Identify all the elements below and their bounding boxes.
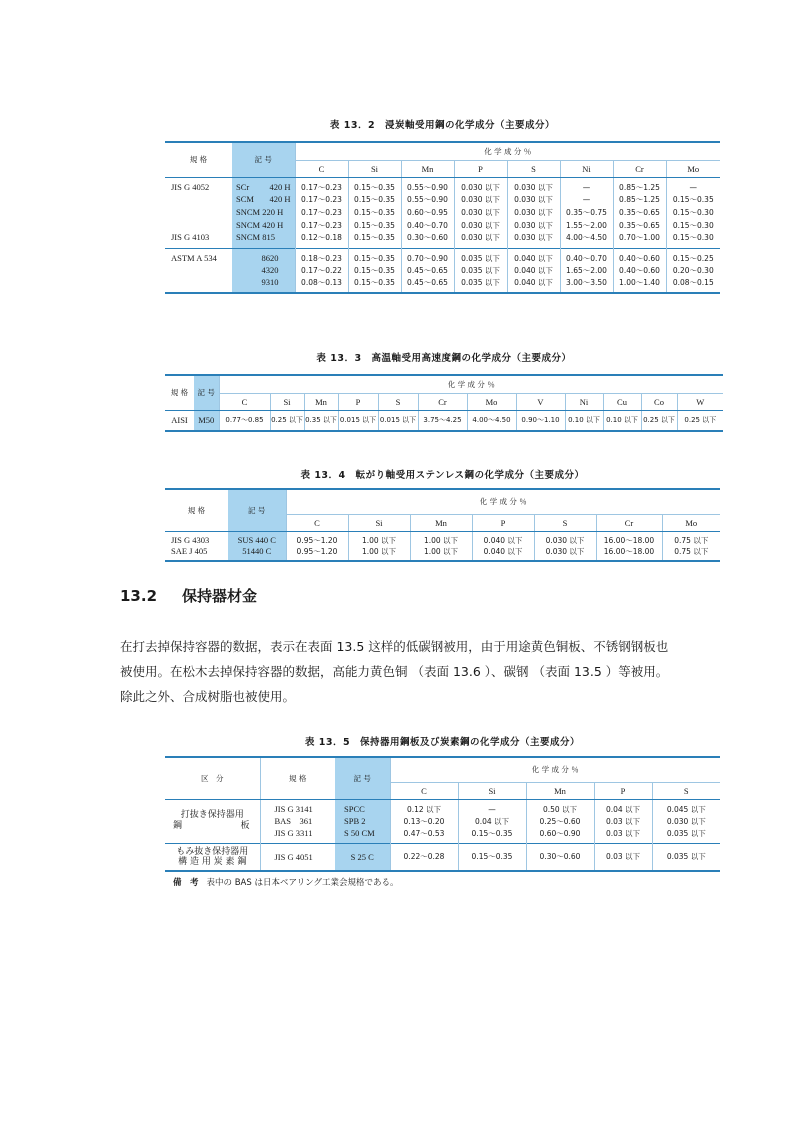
value-cell: 0.15～0.30 xyxy=(666,232,720,249)
table-row xyxy=(165,546,720,560)
value-cell: 0.030 以下 xyxy=(507,232,560,249)
value-cell: 0.030 以下 xyxy=(454,177,507,193)
element-header: S xyxy=(652,782,720,799)
table-row xyxy=(165,799,720,815)
value-cell: 0.15～0.35 xyxy=(458,843,526,870)
standard-cell: SAE J 405 xyxy=(171,546,208,556)
value-cell: 1.65～2.00 xyxy=(560,264,613,277)
symbol-cell xyxy=(232,206,295,219)
value-cell: 0.25 以下 xyxy=(641,410,677,430)
value-cell: 0.17～0.22 xyxy=(295,264,348,277)
col-class-header: 区 分 xyxy=(165,758,260,799)
value-cell: 0.13～0.20 xyxy=(390,815,458,828)
value-cell: 0.030 以下 xyxy=(454,206,507,219)
standard-cell: JIS G 3311 xyxy=(260,828,335,844)
value-cell: 0.55～0.90 xyxy=(401,193,454,206)
value-cell: 0.35～0.75 xyxy=(560,206,613,219)
section-paragraph: 在打去掉保持容器的数据，表示在表面 13.5 这样的低碳钢被用，由于用途黄色铜板、不锈钢钢板也被使用。在松木去掉保持容器的数据，高能力黄色铜 （表面 13.6 ）、碳钢 （表面 13.5 ）等被用。除此之外、合成树脂也被使用。 xyxy=(120,639,669,704)
value-cell: 0.045 以下 xyxy=(652,799,720,815)
symbol-cell: SPCC xyxy=(335,799,390,815)
value-cell: 0.15～0.35 xyxy=(348,232,401,249)
value-cell: 0.015 以下 xyxy=(338,410,378,430)
value-cell: 0.85～1.25 xyxy=(613,193,666,206)
value-cell: — xyxy=(666,177,720,193)
symbol-cell xyxy=(232,219,295,232)
element-header: Mo xyxy=(662,514,720,531)
value-cell: 0.15～0.35 xyxy=(348,177,401,193)
value-cell: 0.17～0.23 xyxy=(295,206,348,219)
table-13-4-title: 表 13．4 転がり軸受用ステンレス鋼の化学成分（主要成分） xyxy=(300,470,585,481)
symbol-cell xyxy=(232,177,295,193)
class-label: 構 造 用 炭 素 鋼 xyxy=(178,856,247,867)
standard-cell xyxy=(165,219,232,232)
col-standard-header: 規 格 xyxy=(260,758,335,799)
value-cell: 0.03 以下 xyxy=(594,815,652,828)
standard-cell: AISI xyxy=(171,415,188,426)
table-13-2-title: 表 13．2 浸炭軸受用鋼の化学成分（主要成分） xyxy=(329,120,556,131)
value-cell: 0.030 以下 xyxy=(652,815,720,828)
symbol-name: SNCM 420 H xyxy=(236,220,284,230)
symbol-name: SNCM 815 xyxy=(236,232,275,242)
value-cell: — xyxy=(560,193,613,206)
value-cell: 0.50 以下 xyxy=(526,799,594,815)
value-cell: 0.15～0.35 xyxy=(348,264,401,277)
value-cell: 0.17～0.23 xyxy=(295,177,348,193)
value-cell: 1.00～1.40 xyxy=(613,277,666,292)
table-row xyxy=(165,219,720,232)
table-row xyxy=(165,248,720,264)
value-cell: 0.035 以下 xyxy=(454,248,507,264)
value-cell: 0.030 以下 xyxy=(507,177,560,193)
element-header: Si xyxy=(270,393,304,410)
value-cell: 0.90～1.10 xyxy=(516,410,565,430)
value-cell: 0.15～0.25 xyxy=(666,248,720,264)
section-number: 13.2 xyxy=(120,587,158,605)
standard-cell xyxy=(165,206,232,219)
value-cell: 1.00 以下 xyxy=(410,531,472,546)
standard-cell: JIS G 4051 xyxy=(260,843,335,870)
symbol-name: SNCM 220 H xyxy=(236,207,284,217)
class-cell xyxy=(165,843,260,870)
col-symbol-header: 記 号 xyxy=(335,758,390,799)
value-cell: 0.040 以下 xyxy=(507,277,560,292)
value-cell: 0.15～0.30 xyxy=(666,206,720,219)
col-symbol-header: 記 号 xyxy=(232,143,295,177)
value-cell: 0.30～0.60 xyxy=(526,843,594,870)
symbol-cell: S 25 C xyxy=(335,843,390,870)
value-cell: 0.60～0.90 xyxy=(526,828,594,844)
class-label: 鋼 xyxy=(173,821,183,831)
value-cell: 0.85～1.25 xyxy=(613,177,666,193)
value-cell: 0.75 以下 xyxy=(662,546,720,560)
value-cell: 0.08～0.15 xyxy=(666,277,720,292)
symbol-cell: 51440 C xyxy=(228,546,286,560)
value-cell: 0.035 以下 xyxy=(652,828,720,844)
standard-cell xyxy=(165,264,232,277)
symbol-cell: SUS 440 C xyxy=(228,531,286,546)
value-cell: — xyxy=(458,799,526,815)
section-title: 保持器材金 xyxy=(182,587,258,605)
note-text: 表中の BAS は日本ベアリング工業会規格である。 xyxy=(206,878,399,888)
value-cell: 0.15～0.35 xyxy=(458,828,526,844)
class-label: 打抜き保持器用 xyxy=(180,810,244,820)
value-cell: 0.040 以下 xyxy=(507,248,560,264)
element-header: S xyxy=(534,514,596,531)
value-cell: 1.00 以下 xyxy=(348,546,410,560)
table-13-3-title: 表 13．3 高温軸受用高速度鋼の化学成分（主要成分） xyxy=(316,353,572,364)
value-cell: 0.77～0.85 xyxy=(219,410,270,430)
value-cell: 0.030 以下 xyxy=(507,193,560,206)
element-header: P xyxy=(594,782,652,799)
class-cell xyxy=(165,799,260,843)
value-cell: 1.00 以下 xyxy=(348,531,410,546)
element-header: S xyxy=(507,160,560,177)
class-label-row xyxy=(171,821,254,832)
symbol-cell: 9310 xyxy=(232,277,295,292)
value-cell: 0.40～0.60 xyxy=(613,264,666,277)
value-cell: 0.040 以下 xyxy=(472,531,534,546)
value-cell: 0.70～1.00 xyxy=(613,232,666,249)
value-cell: 0.035 以下 xyxy=(454,264,507,277)
value-cell: 0.10 以下 xyxy=(603,410,641,430)
value-cell: 0.40～0.70 xyxy=(560,248,613,264)
value-cell: 0.030 以下 xyxy=(454,232,507,249)
col-group-header: 化 学 成 分 ％ xyxy=(286,490,720,514)
value-cell: 0.95～1.20 xyxy=(286,546,348,560)
element-header-row xyxy=(165,393,723,410)
value-cell: 0.04 以下 xyxy=(594,799,652,815)
element-header: Mn xyxy=(304,393,338,410)
value-cell: 0.030 以下 xyxy=(507,219,560,232)
value-cell: 0.030 以下 xyxy=(454,193,507,206)
value-cell: 3.00～3.50 xyxy=(560,277,613,292)
table-13-5-note xyxy=(173,876,398,888)
col-group-header: 化 学 成 分 ％ xyxy=(295,143,720,160)
value-cell: 0.60～0.95 xyxy=(401,206,454,219)
element-header: Mn xyxy=(401,160,454,177)
element-header: Si xyxy=(348,160,401,177)
value-cell: 1.55～2.00 xyxy=(560,219,613,232)
element-header: Co xyxy=(641,393,677,410)
value-cell: 0.18～0.23 xyxy=(295,248,348,264)
value-cell: 0.12 以下 xyxy=(390,799,458,815)
value-cell: 0.15～0.30 xyxy=(666,219,720,232)
value-cell: 3.75～4.25 xyxy=(418,410,467,430)
value-cell: 0.03 以下 xyxy=(594,843,652,870)
value-cell: 0.22～0.28 xyxy=(390,843,458,870)
standard-cell: JIS G 4303 xyxy=(171,535,210,545)
value-cell: 0.15～0.35 xyxy=(348,219,401,232)
standard-cell: JIS G 4103 xyxy=(171,232,210,242)
standard-cell xyxy=(165,193,232,206)
value-cell: 0.35 以下 xyxy=(304,410,338,430)
value-cell: 0.15～0.35 xyxy=(348,206,401,219)
value-cell: 0.03 以下 xyxy=(594,828,652,844)
value-cell: 0.17～0.23 xyxy=(295,193,348,206)
value-cell: 0.47～0.53 xyxy=(390,828,458,844)
element-header: V xyxy=(516,393,565,410)
element-header: P xyxy=(338,393,378,410)
value-cell: 0.17～0.23 xyxy=(295,219,348,232)
table-row xyxy=(165,193,720,206)
element-header: Mn xyxy=(410,514,472,531)
value-cell: 0.25 以下 xyxy=(677,410,723,430)
col-standard-header: 規 格 xyxy=(165,376,194,410)
element-header: P xyxy=(472,514,534,531)
symbol-cell xyxy=(232,193,295,206)
table-13-2 xyxy=(165,141,720,294)
element-header: W xyxy=(677,393,723,410)
col-standard-header: 規 格 xyxy=(165,490,228,531)
value-cell: 0.20～0.30 xyxy=(666,264,720,277)
value-cell: 16.00～18.00 xyxy=(596,531,662,546)
col-group-header: 化 学 成 分 ％ xyxy=(219,376,723,393)
col-group-header: 化 学 成 分 ％ xyxy=(390,758,720,782)
value-cell: 0.25 以下 xyxy=(270,410,304,430)
value-cell: 0.040 以下 xyxy=(472,546,534,560)
value-cell: 4.00～4.50 xyxy=(560,232,613,249)
standard-cell: ASTM A 534 xyxy=(165,248,232,264)
value-cell: 0.030 以下 xyxy=(507,206,560,219)
value-cell: 4.00～4.50 xyxy=(467,410,516,430)
element-header: Ni xyxy=(560,160,613,177)
value-cell: 0.35～0.65 xyxy=(613,206,666,219)
symbol-name: SCr xyxy=(236,182,250,192)
element-header: C xyxy=(219,393,270,410)
element-header: C xyxy=(390,782,458,799)
table-row xyxy=(165,531,720,546)
element-header: Cu xyxy=(603,393,641,410)
value-cell: 0.08～0.13 xyxy=(295,277,348,292)
element-header: Mo xyxy=(666,160,720,177)
element-header: Mn xyxy=(526,782,594,799)
value-cell: 0.030 以下 xyxy=(534,531,596,546)
element-header: P xyxy=(454,160,507,177)
value-cell: 0.25～0.60 xyxy=(526,815,594,828)
table-row xyxy=(165,843,720,870)
value-cell: 0.75 以下 xyxy=(662,531,720,546)
element-header: Si xyxy=(348,514,410,531)
table-13-5 xyxy=(165,756,720,872)
element-header: Cr xyxy=(596,514,662,531)
value-cell: 0.035 以下 xyxy=(652,843,720,870)
standard-cell: JIS G 4052 xyxy=(171,182,210,192)
symbol-cell: 8620 xyxy=(232,248,295,264)
value-cell: 16.00～18.00 xyxy=(596,546,662,560)
value-cell: 0.12～0.18 xyxy=(295,232,348,249)
element-header: Cr xyxy=(418,393,467,410)
col-symbol-header: 記 号 xyxy=(194,376,219,410)
value-cell: 0.15～0.35 xyxy=(348,277,401,292)
value-cell: 0.45～0.65 xyxy=(401,277,454,292)
symbol-cell: S 50 CM xyxy=(335,828,390,844)
element-header: S xyxy=(378,393,418,410)
standard-cell: BAS 361 xyxy=(260,815,335,828)
value-cell: 0.95～1.20 xyxy=(286,531,348,546)
table-13-3 xyxy=(165,374,723,432)
note-label: 備 考 xyxy=(173,878,199,888)
value-cell: 0.040 以下 xyxy=(507,264,560,277)
value-cell: 0.035 以下 xyxy=(454,277,507,292)
table-row xyxy=(165,177,720,193)
table-row xyxy=(165,277,720,292)
table-row xyxy=(165,232,720,249)
element-header: C xyxy=(295,160,348,177)
symbol-cell xyxy=(232,232,295,249)
value-cell: 0.04 以下 xyxy=(458,815,526,828)
standard-cell xyxy=(165,277,232,292)
symbol-cell: M50 xyxy=(194,410,219,430)
value-cell: — xyxy=(560,177,613,193)
col-symbol-header: 記 号 xyxy=(228,490,286,531)
col-standard-header: 規 格 xyxy=(165,143,232,177)
value-cell: 0.030 以下 xyxy=(534,546,596,560)
value-cell: 0.70～0.90 xyxy=(401,248,454,264)
class-label: もみ抜き保持器用 xyxy=(176,846,249,857)
element-header: Mo xyxy=(467,393,516,410)
value-cell: 0.40～0.70 xyxy=(401,219,454,232)
value-cell: 1.00 以下 xyxy=(410,546,472,560)
value-cell: 0.30～0.60 xyxy=(401,232,454,249)
value-cell: 0.15～0.35 xyxy=(666,193,720,206)
value-cell: 0.45～0.65 xyxy=(401,264,454,277)
symbol-suffix: 420 H xyxy=(269,182,291,192)
value-cell: 0.10 以下 xyxy=(565,410,603,430)
element-header: Cr xyxy=(613,160,666,177)
table-row xyxy=(165,206,720,219)
element-header: Ni xyxy=(565,393,603,410)
table-13-5-title: 表 13．5 保持器用鋼板及び炭素鋼の化学成分（主要成分） xyxy=(304,737,581,748)
value-cell: 0.55～0.90 xyxy=(401,177,454,193)
table-row xyxy=(165,410,723,430)
table-13-4 xyxy=(165,488,720,562)
value-cell: 0.35～0.65 xyxy=(613,219,666,232)
element-header: C xyxy=(286,514,348,531)
class-label: 板 xyxy=(240,821,250,831)
symbol-cell: SPB 2 xyxy=(335,815,390,828)
symbol-suffix: 420 H xyxy=(269,194,291,204)
value-cell: 0.030 以下 xyxy=(454,219,507,232)
value-cell: 0.015 以下 xyxy=(378,410,418,430)
symbol-name: SCM xyxy=(236,194,254,204)
symbol-cell: 4320 xyxy=(232,264,295,277)
value-cell: 0.40～0.60 xyxy=(613,248,666,264)
section-heading xyxy=(120,585,257,606)
standard-cell: JIS G 3141 xyxy=(260,799,335,815)
value-cell: 0.15～0.35 xyxy=(348,193,401,206)
value-cell: 0.15～0.35 xyxy=(348,248,401,264)
table-row xyxy=(165,264,720,277)
element-header: Si xyxy=(458,782,526,799)
